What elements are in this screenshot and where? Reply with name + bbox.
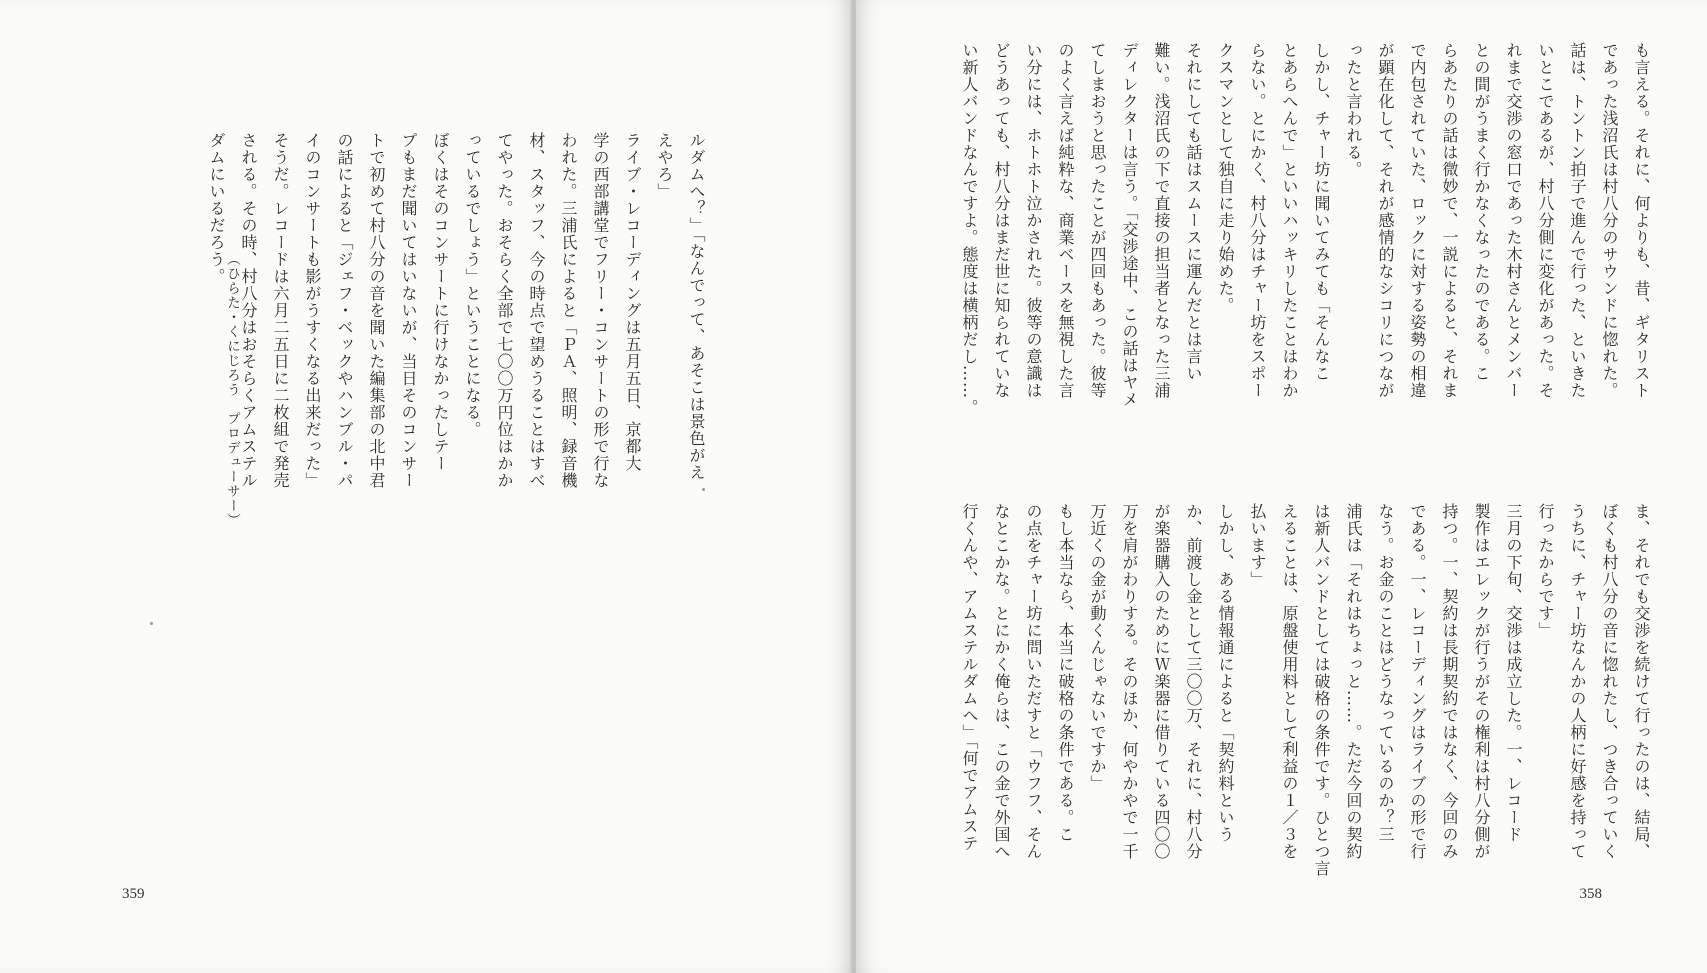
text-line: ぼくも村八分の音に惚れたし、つき合っていく: [1600, 503, 1619, 860]
text-line: も言える。それに、何よりも、昔、ギタリスト: [1632, 42, 1651, 399]
text-line: てしまおうと思ったことが四回もあった。彼等: [1088, 42, 1107, 399]
right-page: [856, 0, 1707, 973]
text-line: 浦氏は「それはちょっと……。ただ今回の契約: [1344, 503, 1363, 860]
text-line: なとこかな。とにかく俺らは、この金で外国へ: [992, 503, 1011, 860]
text-line: ダムにいるだろう。: [207, 132, 226, 285]
text-line: は新人バンドとしては破格の条件です。ひとつ言: [1312, 503, 1331, 877]
text-line: ま、それでも交渉を続けて行ったのは、結局、: [1632, 503, 1651, 860]
text-line: 話は、トントン拍子で進んで行った、といきた: [1568, 42, 1587, 399]
text-line: い分には、ホトホト泣かされた。彼等の意識は: [1024, 42, 1043, 399]
text-line: 万を肩がわりする。そのほか、何やかやで一千: [1120, 503, 1139, 860]
text-line: らあたりの話は微妙で、一説によると、それま: [1440, 42, 1459, 399]
text-line: しかし、チャー坊に聞いてみても「そんなこ: [1312, 42, 1331, 382]
text-line: れまで交渉の窓口であった木村さんとメンバー: [1504, 42, 1523, 399]
text-line: プもまだ聞いてはいないが、当日そのコンサー: [399, 132, 418, 489]
left-page: [0, 0, 852, 973]
text-line: い新人バンドなんですよ。態度は横柄だし……。: [960, 42, 979, 416]
text-line: ライブ・レコーディングは五月五日、京都大: [623, 132, 642, 472]
text-line: ルダムへ？」「なんでって、あそこは景色がえ: [687, 132, 706, 481]
text-line: 材、スタッフ、今の時点で望めうることはすべ: [527, 132, 546, 489]
page-number-left: 359: [122, 886, 145, 902]
text-line: 持つ。一、契約は長期契約ではなく、今回のみ: [1440, 503, 1459, 860]
text-line: 三月の下旬、交渉は成立した。一、レコード: [1504, 503, 1523, 843]
text-line: クスマンとして独自に走り始めた。: [1216, 42, 1235, 314]
text-line: われた。三浦氏によると「ＰＡ、照明、録音機: [559, 132, 578, 489]
text-line: 万近くの金が動くんじゃないですか」: [1088, 503, 1107, 792]
text-line: 難い。浅沼氏の下で直接の担当者となった三浦: [1152, 42, 1171, 399]
text-line: っているでしょう」ということになる。: [463, 132, 482, 438]
text-line: しかし、ある情報通によると「契約料という: [1216, 503, 1235, 843]
text-line: が顕在化して、それが感情的なシコリにつなが: [1376, 42, 1395, 399]
right-page-lower-body: [953, 503, 1657, 963]
text-line: それにしても話はスムースに運んだとは言い: [1184, 42, 1203, 382]
page-number-right: 358: [1579, 886, 1602, 902]
text-line: ったと言われる。: [1344, 42, 1363, 178]
text-line: うちに、チャー坊なんかの人柄に好感を持って: [1568, 503, 1587, 860]
text-line: とあらへんで」といいハッキリしたことはわか: [1280, 42, 1299, 399]
text-line: らない。とにかく、村八分はチャー坊をスポー: [1248, 42, 1267, 399]
right-page-upper-body: [953, 42, 1657, 482]
text-line: であった浅沼氏は村八分のサウンドに惚れた。: [1600, 42, 1619, 399]
text-line: される。その時、村八分はおそらくアムステル: [239, 132, 258, 489]
text-line: イのコンサートも影がうすくなる出来だった」: [303, 132, 322, 489]
text-line: の点をチャー坊に問いただすと「ウフフ、そん: [1024, 503, 1043, 860]
text-line: いとこであるが、村八分側に変化があった。そ: [1536, 42, 1555, 399]
text-line: の話によると「ジェフ・ベックやハンブル・パ: [335, 132, 354, 489]
text-line: ディレクターは言う。「交渉途中、この話はヤメ: [1120, 42, 1139, 408]
text-line: で内包されていた、ロックに対する姿勢の相違: [1408, 42, 1427, 399]
text-line: えることは、原盤使用料として利益の１／３を: [1280, 503, 1299, 860]
text-line: か、前渡し金として三〇〇万、それに、村八分: [1184, 503, 1203, 860]
text-line: 製作はエレックが行うがその権利は村八分側が: [1472, 503, 1491, 860]
text-line: である。一、レコーディングはライブの形で行: [1408, 503, 1427, 860]
author-credit: （ひらた・くにじろう プロデューサー）: [224, 252, 240, 528]
text-line: てやった。おそらく全部で七〇〇万円位はかか: [495, 132, 514, 489]
text-line: そうだ。レコードは六月二五日に二枚組で発売: [271, 132, 290, 489]
text-line: トで初めて村八分の音を聞いた編集部の北中君: [367, 132, 386, 489]
text-line: えやろ」: [655, 132, 674, 200]
text-line: なう。お金のことはどうなっているのか？三: [1376, 503, 1395, 843]
left-page-body: [200, 132, 712, 872]
text-line: 行くんや、アムステルダムへ」「何でアムステ: [960, 503, 979, 852]
text-line: が楽器購入のためにＷ楽器に借りている四〇〇: [1152, 503, 1171, 860]
paper-speck: [150, 622, 153, 625]
paper-speck: [702, 488, 705, 491]
text-line: との間がうまく行かなくなったのである。こ: [1472, 42, 1491, 382]
text-line: 払います」: [1248, 503, 1267, 588]
text-line: もし本当なら、本当に破格の条件である。こ: [1056, 503, 1075, 843]
text-line: のよく言えば純粋な、商業ベースを無視した言: [1056, 42, 1075, 399]
text-line: どうあっても、村八分はまだ世に知られていな: [992, 42, 1011, 399]
text-line: 学の西部講堂でフリー・コンサートの形で行な: [591, 132, 610, 489]
text-line: ぼくはそのコンサートに行けなかったしテー: [431, 132, 450, 472]
text-line: 行ったからです」: [1536, 503, 1555, 639]
